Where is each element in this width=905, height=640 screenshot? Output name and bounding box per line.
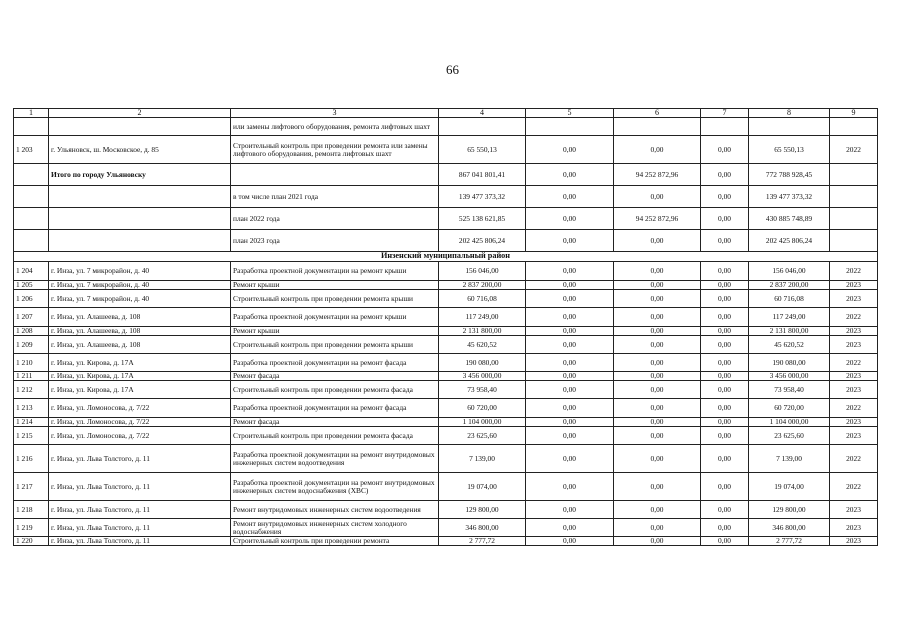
work-type-cell: Строительный контроль при проведении ремонта крыши <box>231 336 439 354</box>
local-budget-cell: 0,00 <box>701 136 749 164</box>
year-cell <box>830 186 878 208</box>
address-cell <box>49 208 231 230</box>
owners-funds-cell: 2 837 200,00 <box>749 281 830 290</box>
table-row <box>14 136 878 164</box>
year-cell: 2023 <box>830 327 878 336</box>
year-cell: 2023 <box>830 381 878 399</box>
row-number: 1 205 <box>14 281 49 290</box>
row-number: 1 210 <box>14 354 49 372</box>
address-cell: г. Инза, ул. Кирова, д. 17А <box>49 381 231 399</box>
address-cell: г. Инза, ул. Ломоносова, д. 7/22 <box>49 427 231 445</box>
table-row <box>14 164 878 186</box>
year-cell: 2023 <box>830 281 878 290</box>
address-cell: г. Инза, ул. Кирова, д. 17А <box>49 354 231 372</box>
owners-funds-cell: 772 788 928,45 <box>749 164 830 186</box>
budget-cell: 0,00 <box>614 230 701 252</box>
owners-funds-cell: 65 550,13 <box>749 136 830 164</box>
address-cell: г. Ульяновск, ш. Московское, д. 85 <box>49 136 231 164</box>
table-row <box>14 501 878 519</box>
address-cell: г. Инза, ул. Алашеева, д. 108 <box>49 336 231 354</box>
local-budget-cell: 0,00 <box>701 381 749 399</box>
budget-cell: 0,00 <box>614 290 701 308</box>
total-cost-cell: 129 800,00 <box>439 501 526 519</box>
year-cell: 2023 <box>830 290 878 308</box>
work-type-cell: Строительный контроль при проведении ремонта фасада <box>231 381 439 399</box>
header-col-3: 3 <box>231 109 439 118</box>
table-row <box>14 281 878 290</box>
work-type-cell: или замены лифтового оборудования, ремонта лифтовых шахт <box>231 118 439 136</box>
row-number: 1 213 <box>14 399 49 418</box>
row-number: 1 204 <box>14 262 49 281</box>
table-row <box>14 427 878 445</box>
row-number: 1 203 <box>14 136 49 164</box>
work-type-cell: Ремонт внутридомовых инженерных систем холодного водоснабжения <box>231 519 439 537</box>
fund-support-cell <box>526 118 614 136</box>
owners-funds-cell: 430 885 748,89 <box>749 208 830 230</box>
fund-support-cell: 0,00 <box>526 354 614 372</box>
fund-support-cell: 0,00 <box>526 186 614 208</box>
work-type-cell: Строительный контроль при проведении ремонта крыши <box>231 290 439 308</box>
local-budget-cell: 0,00 <box>701 281 749 290</box>
table-body <box>14 109 878 546</box>
owners-funds-cell: 2 131 800,00 <box>749 327 830 336</box>
fund-support-cell: 0,00 <box>526 519 614 537</box>
fund-support-cell: 0,00 <box>526 136 614 164</box>
year-cell: 2022 <box>830 262 878 281</box>
header-col-7: 7 <box>701 109 749 118</box>
fund-support-cell: 0,00 <box>526 445 614 473</box>
fund-support-cell: 0,00 <box>526 473 614 501</box>
table-row <box>14 290 878 308</box>
budget-cell: 0,00 <box>614 308 701 327</box>
row-number: 1 212 <box>14 381 49 399</box>
address-cell: г. Инза, ул. Кирова, д. 17А <box>49 372 231 381</box>
budget-cell: 0,00 <box>614 281 701 290</box>
work-type-cell: Ремонт крыши <box>231 281 439 290</box>
total-cost-cell: 346 800,00 <box>439 519 526 537</box>
local-budget-cell: 0,00 <box>701 501 749 519</box>
local-budget-cell: 0,00 <box>701 418 749 427</box>
budget-cell: 0,00 <box>614 399 701 418</box>
fund-support-cell: 0,00 <box>526 290 614 308</box>
address-cell: г. Инза, ул. 7 микрорайон, д. 40 <box>49 262 231 281</box>
work-type-cell: Ремонт крыши <box>231 327 439 336</box>
fund-support-cell: 0,00 <box>526 164 614 186</box>
row-number: 1 206 <box>14 290 49 308</box>
local-budget-cell: 0,00 <box>701 372 749 381</box>
owners-funds-cell: 23 625,60 <box>749 427 830 445</box>
total-cost-cell: 60 720,00 <box>439 399 526 418</box>
total-cost-cell: 1 104 000,00 <box>439 418 526 427</box>
owners-funds-cell: 7 139,00 <box>749 445 830 473</box>
budget-cell: 0,00 <box>614 418 701 427</box>
budget-cell: 0,00 <box>614 354 701 372</box>
owners-funds-cell: 60 716,08 <box>749 290 830 308</box>
total-cost-cell: 73 958,40 <box>439 381 526 399</box>
address-cell: г. Инза, ул. Льва Толстого, д. 11 <box>49 501 231 519</box>
work-type-cell: Разработка проектной документации на ремонт крыши <box>231 308 439 327</box>
budget-cell: 0,00 <box>614 537 701 546</box>
row-number: 1 220 <box>14 537 49 546</box>
header-col-1: 1 <box>14 109 49 118</box>
local-budget-cell: 0,00 <box>701 186 749 208</box>
row-number: 1 211 <box>14 372 49 381</box>
row-number <box>14 208 49 230</box>
year-cell: 2022 <box>830 308 878 327</box>
owners-funds-cell: 139 477 373,32 <box>749 186 830 208</box>
work-type-cell: Разработка проектной документации на ремонт внутридомовых инженерных систем водоотведения <box>231 445 439 473</box>
work-type-cell: Разработка проектной документации на ремонт внутридомовых инженерных систем водоснабжения (ХВС) <box>231 473 439 501</box>
budget-cell: 0,00 <box>614 381 701 399</box>
budget-cell: 0,00 <box>614 186 701 208</box>
row-number: 1 215 <box>14 427 49 445</box>
total-cost-cell: 60 716,08 <box>439 290 526 308</box>
table-row <box>14 537 878 546</box>
row-number <box>14 230 49 252</box>
address-cell: г. Инза, ул. Льва Толстого, д. 11 <box>49 445 231 473</box>
budget-cell <box>614 118 701 136</box>
year-cell: 2023 <box>830 537 878 546</box>
work-type-cell: Ремонт фасада <box>231 418 439 427</box>
local-budget-cell: 0,00 <box>701 336 749 354</box>
capital-repair-table <box>13 108 878 546</box>
year-cell: 2023 <box>830 519 878 537</box>
budget-cell: 0,00 <box>614 473 701 501</box>
row-number: 1 207 <box>14 308 49 327</box>
header-col-8: 8 <box>749 109 830 118</box>
total-cost-cell: 525 138 621,85 <box>439 208 526 230</box>
local-budget-cell: 0,00 <box>701 354 749 372</box>
work-type-cell: Строительный контроль при проведении ремонта или замены лифтового оборудования, ремонта лифтовых шахт <box>231 136 439 164</box>
table-row <box>14 445 878 473</box>
work-type-cell: Разработка проектной документации на ремонт фасада <box>231 354 439 372</box>
address-cell: г. Инза, ул. Ломоносова, д. 7/22 <box>49 418 231 427</box>
total-cost-cell: 190 080,00 <box>439 354 526 372</box>
work-type-cell: план 2022 года <box>231 208 439 230</box>
row-number: 1 218 <box>14 501 49 519</box>
budget-cell: 0,00 <box>614 519 701 537</box>
row-number <box>14 186 49 208</box>
work-type-cell: в том числе план 2021 года <box>231 186 439 208</box>
fund-support-cell: 0,00 <box>526 308 614 327</box>
local-budget-cell: 0,00 <box>701 164 749 186</box>
row-number: 1 214 <box>14 418 49 427</box>
local-budget-cell: 0,00 <box>701 519 749 537</box>
year-cell: 2022 <box>830 354 878 372</box>
year-cell: 2023 <box>830 336 878 354</box>
year-cell <box>830 230 878 252</box>
budget-cell: 0,00 <box>614 501 701 519</box>
page-number: 66 <box>446 62 459 77</box>
address-cell: г. Инза, ул. Алашеева, д. 108 <box>49 327 231 336</box>
owners-funds-cell: 60 720,00 <box>749 399 830 418</box>
total-cost-cell: 156 046,00 <box>439 262 526 281</box>
total-cost-cell: 117 249,00 <box>439 308 526 327</box>
local-budget-cell: 0,00 <box>701 399 749 418</box>
header-col-9: 9 <box>830 109 878 118</box>
local-budget-cell: 0,00 <box>701 473 749 501</box>
work-type-cell: план 2023 года <box>231 230 439 252</box>
row-number: 1 216 <box>14 445 49 473</box>
table-row <box>14 208 878 230</box>
local-budget-cell <box>701 118 749 136</box>
address-cell: г. Инза, ул. 7 микрорайон, д. 40 <box>49 281 231 290</box>
header-row <box>14 109 878 118</box>
fund-support-cell: 0,00 <box>526 336 614 354</box>
row-number <box>14 164 49 186</box>
budget-cell: 94 252 872,96 <box>614 164 701 186</box>
fund-support-cell: 0,00 <box>526 501 614 519</box>
row-number: 1 217 <box>14 473 49 501</box>
row-number: 1 209 <box>14 336 49 354</box>
section-row <box>14 252 878 262</box>
fund-support-cell: 0,00 <box>526 399 614 418</box>
total-cost-cell <box>439 118 526 136</box>
address-cell <box>49 118 231 136</box>
owners-funds-cell: 19 074,00 <box>749 473 830 501</box>
year-cell: 2022 <box>830 445 878 473</box>
header-col-5: 5 <box>526 109 614 118</box>
header-col-4: 4 <box>439 109 526 118</box>
header-col-6: 6 <box>614 109 701 118</box>
row-number: 1 219 <box>14 519 49 537</box>
budget-cell: 0,00 <box>614 372 701 381</box>
local-budget-cell: 0,00 <box>701 308 749 327</box>
owners-funds-cell: 45 620,52 <box>749 336 830 354</box>
work-type-cell: Строительный контроль при проведении ремонта <box>231 537 439 546</box>
owners-funds-cell: 73 958,40 <box>749 381 830 399</box>
address-cell <box>49 230 231 252</box>
budget-cell: 0,00 <box>614 445 701 473</box>
total-cost-cell: 2 777,72 <box>439 537 526 546</box>
owners-funds-cell <box>749 118 830 136</box>
local-budget-cell: 0,00 <box>701 230 749 252</box>
table-row <box>14 336 878 354</box>
total-cost-cell: 65 550,13 <box>439 136 526 164</box>
local-budget-cell: 0,00 <box>701 208 749 230</box>
total-cost-cell: 7 139,00 <box>439 445 526 473</box>
table-row <box>14 327 878 336</box>
address-cell: Итого по городу Ульяновску <box>49 164 231 186</box>
local-budget-cell: 0,00 <box>701 327 749 336</box>
owners-funds-cell: 202 425 806,24 <box>749 230 830 252</box>
owners-funds-cell: 2 777,72 <box>749 537 830 546</box>
year-cell: 2022 <box>830 473 878 501</box>
table-row <box>14 308 878 327</box>
row-number <box>14 118 49 136</box>
year-cell: 2022 <box>830 136 878 164</box>
local-budget-cell: 0,00 <box>701 445 749 473</box>
owners-funds-cell: 3 456 000,00 <box>749 372 830 381</box>
row-number: 1 208 <box>14 327 49 336</box>
year-cell <box>830 208 878 230</box>
budget-cell: 94 252 872,96 <box>614 208 701 230</box>
table-row <box>14 399 878 418</box>
owners-funds-cell: 346 800,00 <box>749 519 830 537</box>
owners-funds-cell: 156 046,00 <box>749 262 830 281</box>
table-row <box>14 230 878 252</box>
work-type-cell: Ремонт фасада <box>231 372 439 381</box>
year-cell: 2023 <box>830 418 878 427</box>
owners-funds-cell: 117 249,00 <box>749 308 830 327</box>
budget-cell: 0,00 <box>614 136 701 164</box>
fund-support-cell: 0,00 <box>526 230 614 252</box>
table-row <box>14 473 878 501</box>
local-budget-cell: 0,00 <box>701 427 749 445</box>
total-cost-cell: 2 131 800,00 <box>439 327 526 336</box>
fund-support-cell: 0,00 <box>526 208 614 230</box>
work-type-cell: Разработка проектной документации на ремонт фасада <box>231 399 439 418</box>
fund-support-cell: 0,00 <box>526 327 614 336</box>
address-cell: г. Инза, ул. Льва Толстого, д. 11 <box>49 537 231 546</box>
total-cost-cell: 202 425 806,24 <box>439 230 526 252</box>
address-cell: г. Инза, ул. 7 микрорайон, д. 40 <box>49 290 231 308</box>
fund-support-cell: 0,00 <box>526 418 614 427</box>
total-cost-cell: 867 041 801,41 <box>439 164 526 186</box>
fund-support-cell: 0,00 <box>526 537 614 546</box>
total-cost-cell: 2 837 200,00 <box>439 281 526 290</box>
year-cell: 2023 <box>830 427 878 445</box>
budget-cell: 0,00 <box>614 327 701 336</box>
local-budget-cell: 0,00 <box>701 290 749 308</box>
section-title: Инзенский муниципальный район <box>14 252 878 262</box>
table-row <box>14 381 878 399</box>
work-type-cell: Разработка проектной документации на ремонт крыши <box>231 262 439 281</box>
address-cell: г. Инза, ул. Льва Толстого, д. 11 <box>49 519 231 537</box>
total-cost-cell: 23 625,60 <box>439 427 526 445</box>
year-cell: 2023 <box>830 501 878 519</box>
work-type-cell <box>231 164 439 186</box>
year-cell <box>830 164 878 186</box>
local-budget-cell: 0,00 <box>701 262 749 281</box>
owners-funds-cell: 1 104 000,00 <box>749 418 830 427</box>
table-row <box>14 118 878 136</box>
address-cell <box>49 186 231 208</box>
table-row <box>14 418 878 427</box>
total-cost-cell: 3 456 000,00 <box>439 372 526 381</box>
table-row <box>14 262 878 281</box>
owners-funds-cell: 190 080,00 <box>749 354 830 372</box>
table-row <box>14 354 878 372</box>
budget-cell: 0,00 <box>614 262 701 281</box>
fund-support-cell: 0,00 <box>526 281 614 290</box>
fund-support-cell: 0,00 <box>526 262 614 281</box>
address-cell: г. Инза, ул. Льва Толстого, д. 11 <box>49 473 231 501</box>
total-cost-cell: 19 074,00 <box>439 473 526 501</box>
header-col-2: 2 <box>49 109 231 118</box>
address-cell: г. Инза, ул. Алашеева, д. 108 <box>49 308 231 327</box>
work-type-cell: Строительный контроль при проведении ремонта фасада <box>231 427 439 445</box>
year-cell: 2022 <box>830 399 878 418</box>
work-type-cell: Ремонт внутридомовых инженерных систем водоотведения <box>231 501 439 519</box>
table-row <box>14 372 878 381</box>
table-row <box>14 186 878 208</box>
budget-cell: 0,00 <box>614 336 701 354</box>
local-budget-cell: 0,00 <box>701 537 749 546</box>
fund-support-cell: 0,00 <box>526 381 614 399</box>
table-row <box>14 519 878 537</box>
fund-support-cell: 0,00 <box>526 427 614 445</box>
total-cost-cell: 139 477 373,32 <box>439 186 526 208</box>
address-cell: г. Инза, ул. Ломоносова, д. 7/22 <box>49 399 231 418</box>
budget-cell: 0,00 <box>614 427 701 445</box>
year-cell <box>830 118 878 136</box>
total-cost-cell: 45 620,52 <box>439 336 526 354</box>
year-cell: 2023 <box>830 372 878 381</box>
owners-funds-cell: 129 800,00 <box>749 501 830 519</box>
fund-support-cell: 0,00 <box>526 372 614 381</box>
